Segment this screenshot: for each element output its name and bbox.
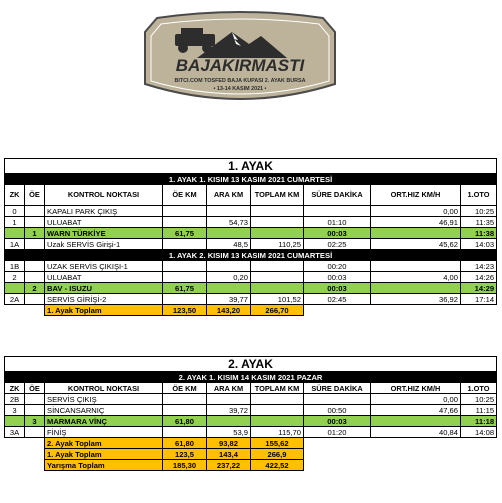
cell-top xyxy=(251,394,304,405)
cell-top: 115,70 xyxy=(251,427,304,438)
cell-oekm xyxy=(163,261,207,272)
total-label: 2. Ayak Toplam xyxy=(45,438,163,449)
cell-top xyxy=(251,228,304,239)
total-row xyxy=(5,438,497,449)
spacer xyxy=(304,438,497,449)
logo-subtitle: BITCI.COM TOSFED BAJA KUPASI 2. AYAK BURSA xyxy=(174,78,306,84)
cell-ara: 53,9 xyxy=(207,427,251,438)
col-toplam-km: TOPLAM KM xyxy=(251,185,304,206)
cell-top xyxy=(251,405,304,416)
col-oto: 1.OTO xyxy=(461,185,497,206)
cell-zk: 1 xyxy=(5,217,25,228)
cell-ara: 0,20 xyxy=(207,272,251,283)
cell-sure: 00:03 xyxy=(304,416,371,427)
cell-name: ULUABAT xyxy=(45,272,163,283)
cell-name: ULUABAT xyxy=(45,217,163,228)
total-ara: 237,22 xyxy=(207,460,251,471)
cell-zk: 3A xyxy=(5,427,25,438)
cell-ort: 46,91 xyxy=(371,217,461,228)
col-zk: ZK xyxy=(5,185,25,206)
col-oe: ÖE xyxy=(25,185,45,206)
cell-oto: 11:15 xyxy=(461,405,497,416)
cell-sure xyxy=(304,206,371,217)
cell-oe xyxy=(25,294,45,305)
cell-oe xyxy=(25,427,45,438)
cell-oekm xyxy=(163,206,207,217)
col-oe-km: ÖE KM xyxy=(163,383,207,394)
cell-zk: 1A xyxy=(5,239,25,250)
cell-ort: 0,00 xyxy=(371,394,461,405)
cell-ort: 47,66 xyxy=(371,405,461,416)
column-header-row xyxy=(5,383,497,394)
cell-oekm xyxy=(163,217,207,228)
cell-ort: 36,92 xyxy=(371,294,461,305)
cell-ara xyxy=(207,394,251,405)
cell-oto: 14:08 xyxy=(461,427,497,438)
total-oekm: 185,30 xyxy=(163,460,207,471)
spacer xyxy=(5,438,45,449)
cell-oekm: 61,75 xyxy=(163,228,207,239)
cell-ara: 39,72 xyxy=(207,405,251,416)
cell-ara: 48,5 xyxy=(207,239,251,250)
cell-oe: 2 xyxy=(25,283,45,294)
cell-top xyxy=(251,416,304,427)
cell-name: SERVİS GİRİŞİ-2 xyxy=(45,294,163,305)
cell-ort: 40,84 xyxy=(371,427,461,438)
col-oe-km: ÖE KM xyxy=(163,185,207,206)
cell-oe: 3 xyxy=(25,416,45,427)
cell-oto: 10:25 xyxy=(461,394,497,405)
total-label: 1. Ayak Toplam xyxy=(45,449,163,460)
cell-zk xyxy=(5,228,25,239)
cell-zk: 2B xyxy=(5,394,25,405)
table-row xyxy=(5,272,497,283)
cell-zk: 0 xyxy=(5,206,25,217)
col-ara-km: ARA KM xyxy=(207,383,251,394)
spacer xyxy=(304,460,497,471)
cell-sure: 02:25 xyxy=(304,239,371,250)
cell-oekm xyxy=(163,427,207,438)
cell-oekm: 61,80 xyxy=(163,416,207,427)
cell-oto: 10:25 xyxy=(461,206,497,217)
cell-ort: 0,00 xyxy=(371,206,461,217)
cell-zk: 3 xyxy=(5,405,25,416)
total-oekm: 123,5 xyxy=(163,449,207,460)
cell-sure: 01:20 xyxy=(304,427,371,438)
total-label: 1. Ayak Toplam xyxy=(45,305,163,316)
cell-ara: 54,73 xyxy=(207,217,251,228)
cell-ort: 4,00 xyxy=(371,272,461,283)
leg2-table xyxy=(4,356,497,471)
col-sure: SÜRE DAKİKA xyxy=(304,383,371,394)
total-top: 155,62 xyxy=(251,438,304,449)
leg1-section1-header: 1. AYAK 1. KISIM 13 KASIM 2021 CUMARTESİ xyxy=(5,174,497,185)
table-row xyxy=(5,294,497,305)
spacer xyxy=(5,460,45,471)
cell-name: KAPALI PARK ÇIKIŞ xyxy=(45,206,163,217)
cell-sure: 00:03 xyxy=(304,272,371,283)
table-row xyxy=(5,394,497,405)
total-top: 422,52 xyxy=(251,460,304,471)
cell-oto: 11:38 xyxy=(461,228,497,239)
col-oto: 1.OTO xyxy=(461,383,497,394)
special-stage-row xyxy=(5,228,497,239)
cell-oe xyxy=(25,272,45,283)
col-ara-km: ARA KM xyxy=(207,185,251,206)
spacer xyxy=(5,449,45,460)
cell-oto: 14:29 xyxy=(461,283,497,294)
total-row xyxy=(5,305,497,316)
cell-oe xyxy=(25,239,45,250)
spacer xyxy=(5,305,45,316)
cell-oto: 11:18 xyxy=(461,416,497,427)
cell-oekm xyxy=(163,239,207,250)
cell-ara xyxy=(207,228,251,239)
cell-ort xyxy=(371,228,461,239)
cell-zk xyxy=(5,283,25,294)
leg1-section2-header: 1. AYAK 2. KISIM 13 KASIM 2021 CUMARTESİ xyxy=(5,250,497,261)
cell-ara xyxy=(207,261,251,272)
cell-oe xyxy=(25,217,45,228)
cell-name: SİNCANSARNIÇ xyxy=(45,405,163,416)
cell-sure xyxy=(304,394,371,405)
special-stage-row xyxy=(5,416,497,427)
cell-oekm xyxy=(163,272,207,283)
table-row xyxy=(5,405,497,416)
cell-oe xyxy=(25,405,45,416)
logo-brand-text: BAJAKIRMASTI xyxy=(175,56,305,75)
cell-ort: 45,62 xyxy=(371,239,461,250)
total-top: 266,9 xyxy=(251,449,304,460)
total-row xyxy=(5,449,497,460)
total-label: Yarışma Toplam xyxy=(45,460,163,471)
cell-oekm xyxy=(163,405,207,416)
leg2-section1-header: 2. AYAK 1. KISIM 14 KASIM 2021 PAZAR xyxy=(5,372,497,383)
cell-oe xyxy=(25,206,45,217)
col-toplam-km: TOPLAM KM xyxy=(251,383,304,394)
total-ara: 143,4 xyxy=(207,449,251,460)
cell-top: 101,52 xyxy=(251,294,304,305)
col-oe: ÖE xyxy=(25,383,45,394)
table-row xyxy=(5,206,497,217)
cell-sure: 02:45 xyxy=(304,294,371,305)
spacer xyxy=(304,449,497,460)
cell-oe: 1 xyxy=(25,228,45,239)
cell-name: MARMARA VİNÇ xyxy=(45,416,163,427)
special-stage-row xyxy=(5,283,497,294)
table-row xyxy=(5,239,497,250)
cell-name: FİNİŞ xyxy=(45,427,163,438)
cell-sure: 00:03 xyxy=(304,283,371,294)
leg1-table xyxy=(4,158,497,316)
cell-ara xyxy=(207,206,251,217)
cell-top xyxy=(251,261,304,272)
col-ort: ORT.HIZ KM/H xyxy=(371,185,461,206)
cell-oto: 14:26 xyxy=(461,272,497,283)
col-ort: ORT.HIZ KM/H xyxy=(371,383,461,394)
logo-dates: • 13-14 KASIM 2021 • xyxy=(213,86,267,92)
cell-ort xyxy=(371,416,461,427)
cell-oto: 11:35 xyxy=(461,217,497,228)
cell-sure: 00:03 xyxy=(304,228,371,239)
cell-sure: 00:50 xyxy=(304,405,371,416)
cell-oe xyxy=(25,261,45,272)
table-row xyxy=(5,427,497,438)
cell-top xyxy=(251,206,304,217)
cell-oto: 14:23 xyxy=(461,261,497,272)
total-row xyxy=(5,460,497,471)
leg2-title: 2. AYAK xyxy=(5,357,497,372)
cell-name: BAV - ISUZU xyxy=(45,283,163,294)
cell-zk: 2A xyxy=(5,294,25,305)
col-kontrol: KONTROL NOKTASI xyxy=(45,185,163,206)
cell-top xyxy=(251,283,304,294)
table-row xyxy=(5,261,497,272)
cell-sure: 01:10 xyxy=(304,217,371,228)
cell-zk: 1B xyxy=(5,261,25,272)
cell-ara xyxy=(207,283,251,294)
total-ara: 143,20 xyxy=(207,305,251,316)
cell-oto: 17:14 xyxy=(461,294,497,305)
spacer xyxy=(304,305,497,316)
cell-ara xyxy=(207,416,251,427)
col-kontrol: KONTROL NOKTASI xyxy=(45,383,163,394)
cell-top xyxy=(251,272,304,283)
cell-ara: 39,77 xyxy=(207,294,251,305)
cell-oekm: 61,75 xyxy=(163,283,207,294)
cell-zk xyxy=(5,416,25,427)
cell-oekm xyxy=(163,394,207,405)
total-oekm: 123,50 xyxy=(163,305,207,316)
cell-name: Uzak SERVİS Girişi-1 xyxy=(45,239,163,250)
leg1-title: 1. AYAK xyxy=(5,159,497,174)
cell-oe xyxy=(25,394,45,405)
logo-graphic xyxy=(137,10,343,112)
event-logo xyxy=(137,10,343,112)
cell-name: WARN TÜRKİYE xyxy=(45,228,163,239)
total-ara: 93,82 xyxy=(207,438,251,449)
col-sure: SÜRE DAKİKA xyxy=(304,185,371,206)
cell-oekm xyxy=(163,294,207,305)
cell-sure: 00:20 xyxy=(304,261,371,272)
col-zk: ZK xyxy=(5,383,25,394)
cell-ort xyxy=(371,283,461,294)
column-header-row xyxy=(5,185,497,206)
cell-name: UZAK SERVİS ÇIKIŞI-1 xyxy=(45,261,163,272)
cell-name: SERVİS ÇIKIŞ xyxy=(45,394,163,405)
total-oekm: 61,80 xyxy=(163,438,207,449)
cell-ort xyxy=(371,261,461,272)
total-top: 266,70 xyxy=(251,305,304,316)
cell-top: 110,25 xyxy=(251,239,304,250)
cell-top xyxy=(251,217,304,228)
cell-zk: 2 xyxy=(5,272,25,283)
cell-oto: 14:03 xyxy=(461,239,497,250)
table-row xyxy=(5,217,497,228)
